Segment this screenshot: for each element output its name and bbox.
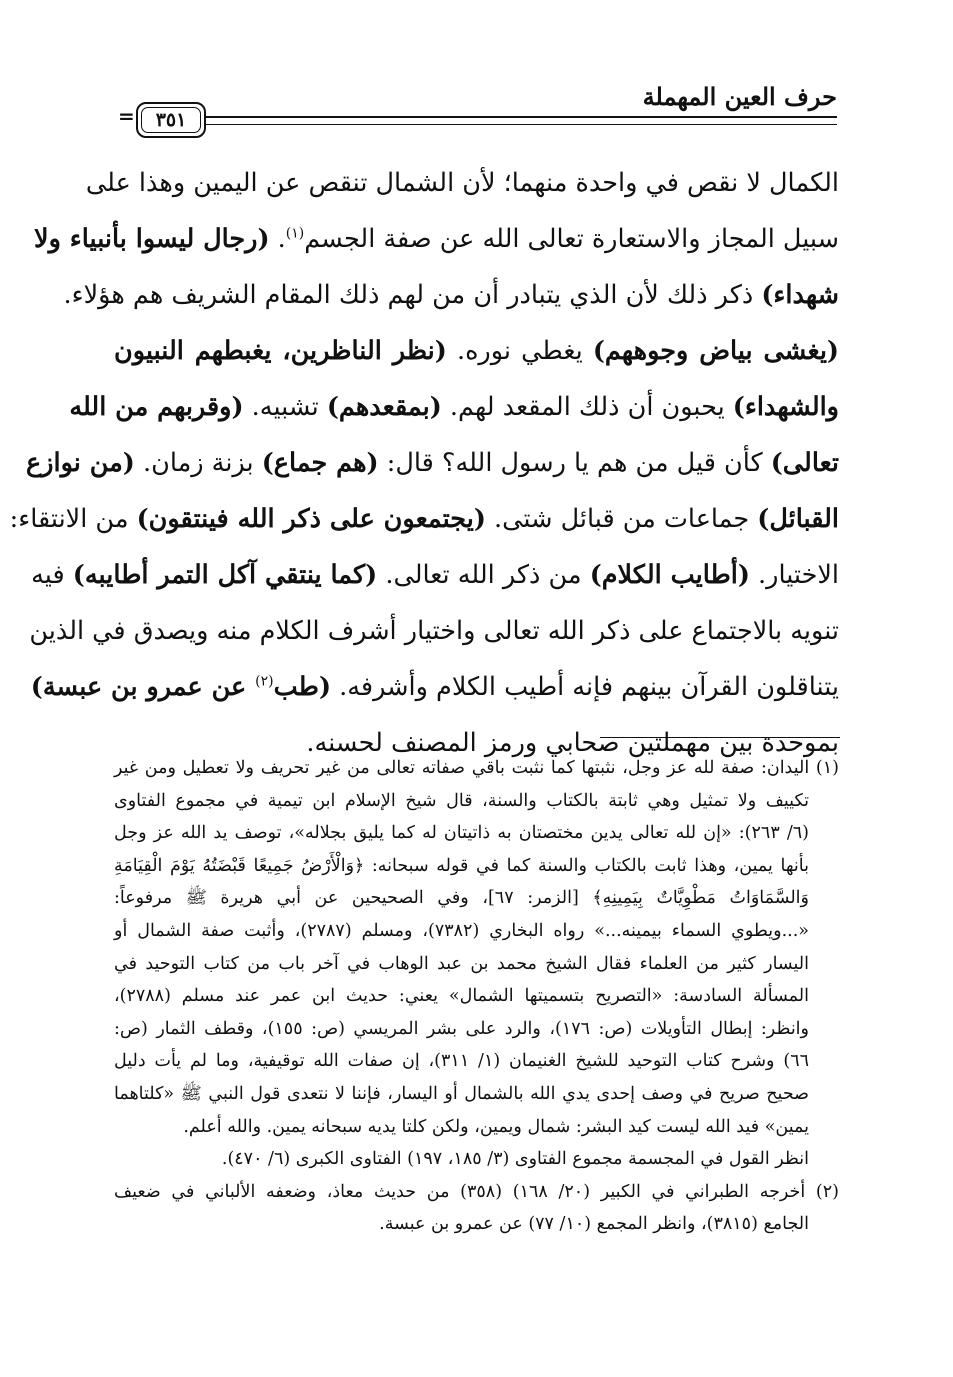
page-number xyxy=(136,102,206,138)
hadith-phrase: والشهداء) xyxy=(732,392,839,422)
footnote-line: المسألة السادسة: «التصريح بتسميتها الشمال» يعني: حديث ابن عمر عند مسلم (٢٧٨٨)، xyxy=(114,986,809,1007)
page-number-text: ٣٥١ xyxy=(155,109,187,131)
hadith-phrase: (من نوازع xyxy=(25,448,135,478)
footnote-line: (٦/ ٢٦٣): «إن لله تعالى يدين مختصتان به ذاتيتان له كما يليق بجلاله»، توصف يد الله عز وجل xyxy=(114,823,809,844)
footnote-line: «...ويطوي السماء بيمينه...» رواه البخاري (٧٣٨٢)، ومسلم (٢٧٨٧)، وأثبت صفة الشمال أو xyxy=(114,920,809,941)
body-line: شهداء) ذكر ذلك لأن الذي يتبادر أن من لهم ذلك المقام الشريف هم هؤلاء. xyxy=(63,280,839,310)
hadith-phrase: (بمقعدهم) xyxy=(326,392,442,422)
footnote-line: ٦٦) وشرح كتاب التوحيد للشيخ الغنيمان (١/ ٣١١)، إن صفات الله توقيفية، وما لم يأت دليل xyxy=(114,1051,809,1072)
body-line: القبائل) جماعات من قبائل شتى. (يجتمعون على ذكر الله فينتقون) من الانتقاء: xyxy=(9,504,839,534)
page-header xyxy=(118,82,837,132)
footnote-line: بأنها يمين، وهذا ثابت بالكتاب والسنة كما في قوله سبحانه: ﴿وَالْأَرْضُ جَمِيعًا قَبْضَتُهُ يَوْمَ الْقِيَامَةِ xyxy=(114,855,809,876)
hadith-phrase: (هم جماع) xyxy=(261,448,379,478)
footnote-line: (١) اليدان: صفة لله عز وجل، نثبتها كما نثبت باقي صفاته تعالى من غير تحريف ولا تعطيل ومن غير xyxy=(114,758,839,778)
hadith-phrase: (يغشى بياض وجوههم) xyxy=(592,336,839,366)
hadith-phrase: (طب xyxy=(273,672,332,702)
header-rule-bottom xyxy=(204,124,837,125)
body-line: الاختيار. (أطايب الكلام) من ذكر الله تعالى. (كما ينتقي آكل التمر أطايبه) فيه xyxy=(31,560,839,590)
hadith-phrase: القبائل) xyxy=(757,504,839,534)
body-line: بموحدة بين مهملتين صحابي ورمز المصنف لحسنه. xyxy=(306,728,839,758)
header-ornament: = xyxy=(118,104,135,128)
hadith-phrase: (رجال ليسوا بأنبياء ولا xyxy=(34,224,270,254)
body-line: تعالى) كأن قيل من هم يا رسول الله؟ قال: (هم جماع) بزنة زمان. (من نوازع xyxy=(25,448,839,478)
hadith-phrase: (وقربهم من الله xyxy=(69,392,244,422)
body-line: (يغشى بياض وجوههم) يغطي نوره. (نظر الناظرين، يغبطهم النبيون xyxy=(114,336,839,366)
footnotes xyxy=(114,752,839,1241)
hadith-phrase: (أطايب الكلام) xyxy=(589,560,750,590)
body-line: تنويه بالاجتماع على ذكر الله تعالى واختيار أشرف الكلام منه ويصدق في الذين xyxy=(29,616,839,646)
footnote-line: تكييف ولا تمثيل وهي ثابتة بالكتاب والسنة، قال شيخ الإسلام ابن تيمية في مجموع الفتاوى xyxy=(114,790,809,811)
footnote-ref[interactable]: (١) xyxy=(285,225,305,242)
footnote-divider xyxy=(600,737,840,738)
footnote-line: انظر القول في المجسمة مجموع الفتاوى (٣/ ١٨٥، ١٩٧) الفتاوى الكبرى (٦/ ٤٧٠). xyxy=(221,1149,809,1170)
hadith-phrase: (كما ينتقي آكل التمر أطايبه) xyxy=(72,560,378,590)
footnote-line: اليسار كثير من العلماء فقال الشيخ محمد بن عبد الوهاب في آخر باب من كتاب التوحيد في xyxy=(114,953,809,974)
body-line: والشهداء) يحبون أن ذلك المقعد لهم. (بمقعدهم) تشبيه. (وقربهم من الله xyxy=(69,392,839,422)
footnote-line: صحيح صريح في وصف إحدى يدي الله بالشمال أو اليسار، فإننا لا نتعدى قول النبي ﷺ «كلتاهما xyxy=(114,1083,809,1104)
hadith-phrase: تعالى) xyxy=(770,448,839,478)
hadith-phrase: شهداء) xyxy=(761,280,839,310)
body-line: الكمال لا نقص في واحدة منهما؛ لأن الشمال تنقص عن اليمين وهذا على xyxy=(85,168,839,198)
footnote-line: وَالسَّمَاوَاتُ مَطْوِيَّاتٌ بِيَمِينِهِ﴾ [الزمر: ٦٧]، وفي الصحيحين عن أبي هريرة ﷺ مرفوعاً: xyxy=(114,888,809,909)
header-rule-top xyxy=(204,116,837,118)
hadith-phrase: (يجتمعون على ذكر الله فينتقون) xyxy=(136,504,486,534)
main-text xyxy=(9,155,839,771)
chapter-title: حرف العين المهملة xyxy=(642,82,837,111)
body-line: سبيل المجاز والاستعارة تعالى الله عن صفة الجسم$^{(١)}$. (رجال ليسوا بأنبياء ولا xyxy=(34,224,839,254)
hadith-phrase: عن عمرو بن عبسة) xyxy=(30,672,256,702)
footnote-line: الجامع (٣٨١٥)، وانظر المجمع (١٠/ ٧٧) عن عمرو بن عبسة. xyxy=(379,1214,809,1235)
footnote-line: (٢) أخرجه الطبراني في الكبير (٢٠/ ١٦٨) (٣٥٨) من حديث معاذ، وضعفه الألباني في ضعيف xyxy=(114,1181,839,1202)
footnote-line: يمين» فيد الله ليست كيد البشر: شمال ويمين، ولكن كلتا يديه سبحانه يمين. والله أعلم. xyxy=(183,1116,809,1137)
footnote-line: وانظر: إبطال التأويلات (ص: ١٧٦)، والرد على بشر المريسي (ص: ١٥٥)، وقطف الثمار (ص: xyxy=(114,1018,809,1039)
body-line: يتناقلون القرآن بينهم فإنه أطيب الكلام وأشرفه. (طب$^{(٢)}$ عن عمرو بن عبسة) xyxy=(30,672,839,702)
hadith-phrase: (نظر الناظرين، يغبطهم النبيون xyxy=(114,336,447,366)
footnote-ref[interactable]: (٢) xyxy=(255,673,274,690)
